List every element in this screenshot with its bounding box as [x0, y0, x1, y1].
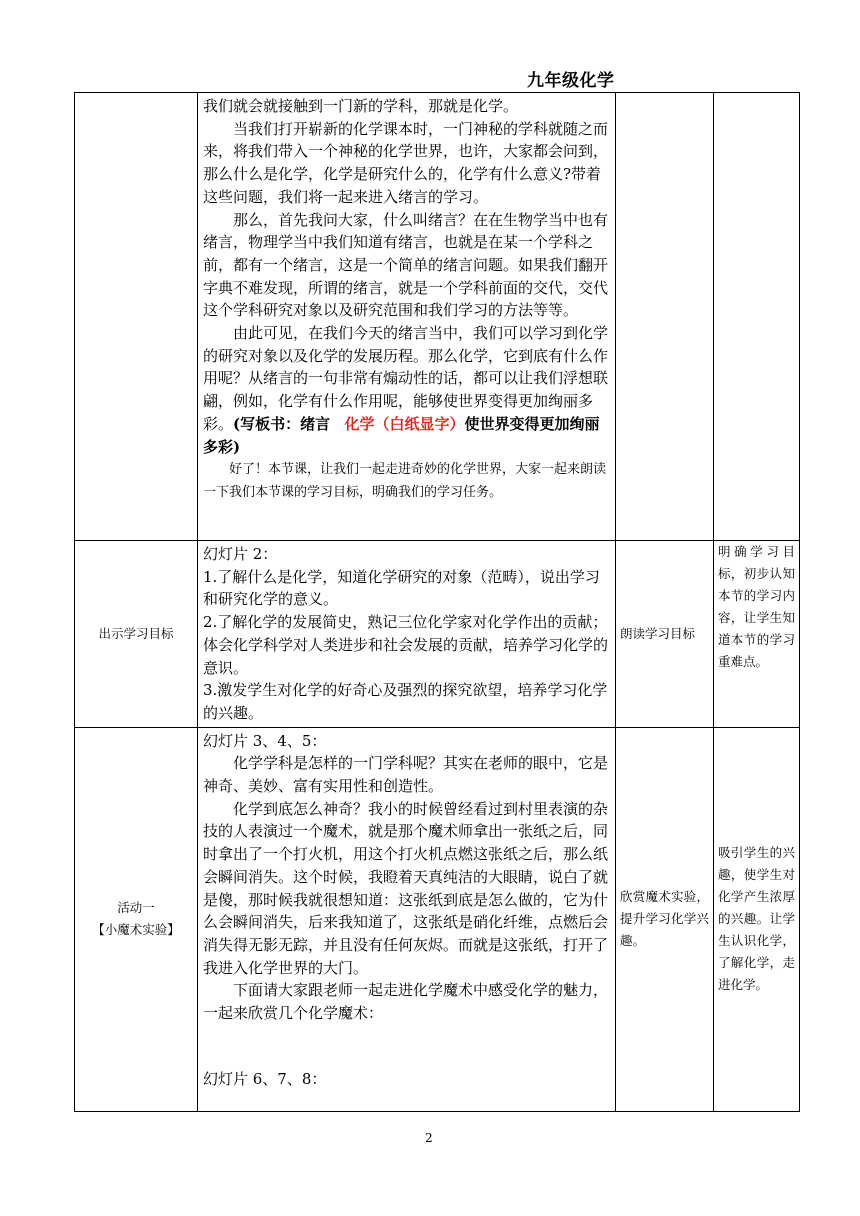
board-note-red: 化学（白纸显字）	[344, 414, 465, 433]
design-intent-cell	[714, 93, 800, 541]
table-row	[75, 541, 800, 728]
stage-name-line: 【小魔术实验】	[92, 922, 180, 938]
teacher-activity-cell	[198, 93, 616, 541]
teacher-activity-cell	[198, 541, 616, 728]
design-intent-cell: 吸引学生的兴趣，使学生对化学产生浓厚的兴趣。让学生认识化学，了解化学，走进化学。	[714, 727, 800, 1111]
lesson-plan-table	[74, 92, 800, 1112]
paragraph-text: 由此可见，在我们今天的绪言当中，我们可以学习到化学的研究对象以及化学的发展历程。那么化学，它到底有什么作用呢？从绪言的一句非常有煽动性的话，都可以让我们浮想联翩，例如，化学有什么作用呢，能够使世界变得更加绚丽多彩。	[203, 324, 609, 433]
student-activity-cell: 朗读学习目标	[616, 541, 714, 728]
slide-label: 幻灯片 3、4、5：	[203, 731, 327, 750]
stage-name-cell	[75, 727, 198, 1111]
slide-label: 幻灯片 2：	[203, 545, 278, 563]
board-note-prefix: (写板书：绪言	[233, 414, 331, 433]
stage-name-cell: 出示学习目标	[75, 541, 198, 728]
goal-item: 2.了解化学的发展简史，熟记三位化学家对化学作出的贡献；体会化学科学对人类进步和社会发展的贡献，培养学习化学的意识。	[203, 613, 609, 677]
board-note-suffix: 使世界变得更加绚丽多彩)	[203, 414, 600, 456]
stage-name-line: 活动一	[117, 900, 155, 916]
goal-item: 3.激发学生对化学的好奇心及强烈的探究欲望，培养学习化学的兴趣。	[203, 681, 608, 722]
design-intent-cell: 明确学习目标，初步认知本节的学习内容，让学生知道本节的学习重难点。	[714, 541, 800, 728]
student-activity-cell	[616, 93, 714, 541]
teacher-activity-cell	[198, 727, 616, 1111]
page-number: 2	[425, 1131, 433, 1145]
table-row	[75, 93, 800, 541]
slide-label: 幻灯片 6、7、8：	[203, 1069, 327, 1088]
paragraph: 好了！本节课，让我们一起走进奇妙的化学世界，大家一起来朗读一下我们本节课的学习目标，明确我们的学习任务。	[203, 462, 607, 501]
paragraph: 下面请大家跟老师一起走进化学魔术中感受化学的魅力，一起来欣赏几个化学魔术：	[203, 981, 609, 1023]
paragraph	[203, 322, 612, 458]
blank-space	[203, 1025, 612, 1068]
student-activity-cell: 欣赏魔术实验，提升学习化学兴趣。	[616, 727, 714, 1111]
stage-name-cell	[75, 93, 198, 541]
goal-item: 1.了解什么是化学，知道化学研究的对象（范畴），说出学习和研究化学的意义。	[203, 567, 600, 609]
table-row	[75, 727, 800, 1111]
paragraph: 化学学科是怎样的一门学科呢？其实在老师的眼中，它是神奇、美妙、富有实用性和创造性。	[203, 754, 609, 796]
paragraph: 当我们打开崭新的化学课本时，一门神秘的学科就随之而来，将我们带入一个神秘的化学世界，也许，大家都会问到，那么什么是化学，化学是研究什么的，化学有什么意义?带着这些问题，我们将一起来进入绪言的学习。	[203, 119, 609, 206]
paragraph: 我们就会就接触到一门新的学科，那就是化学。	[203, 97, 519, 115]
paragraph: 那么，首先我问大家，什么叫绪言？在在生物学当中也有绪言，物理学当中我们知道有绪言，也就是在某一个学科之前，都有一个绪言，这是一个简单的绪言问题。如果我们翻开字典不难发现，所谓的绪言，就是一个学科前面的交代，交代这个学科研究对象以及研究范围和我们学习的方法等等。	[203, 210, 609, 320]
paragraph: 化学到底怎么神奇？我小的时候曾经看过到村里表演的杂技的人表演过一个魔术，就是那个魔术师拿出一张纸之后，同时拿出了一个打火机，用这个打火机点燃这张纸之后，那么纸会瞬间消失。这个时候，我瞪着天真纯洁的大眼睛，说白了就是傻，那时候我就很想知道：这张纸到底是怎么做的，它为什么会瞬间消失，后来我知道了，这张纸是硝化纤维，点燃后会消失得无影无踪，并且没有任何灰烬。而就是这张纸，打开了我进入化学世界的大门。	[203, 799, 609, 977]
page-header-title: 九年级化学	[527, 71, 615, 91]
